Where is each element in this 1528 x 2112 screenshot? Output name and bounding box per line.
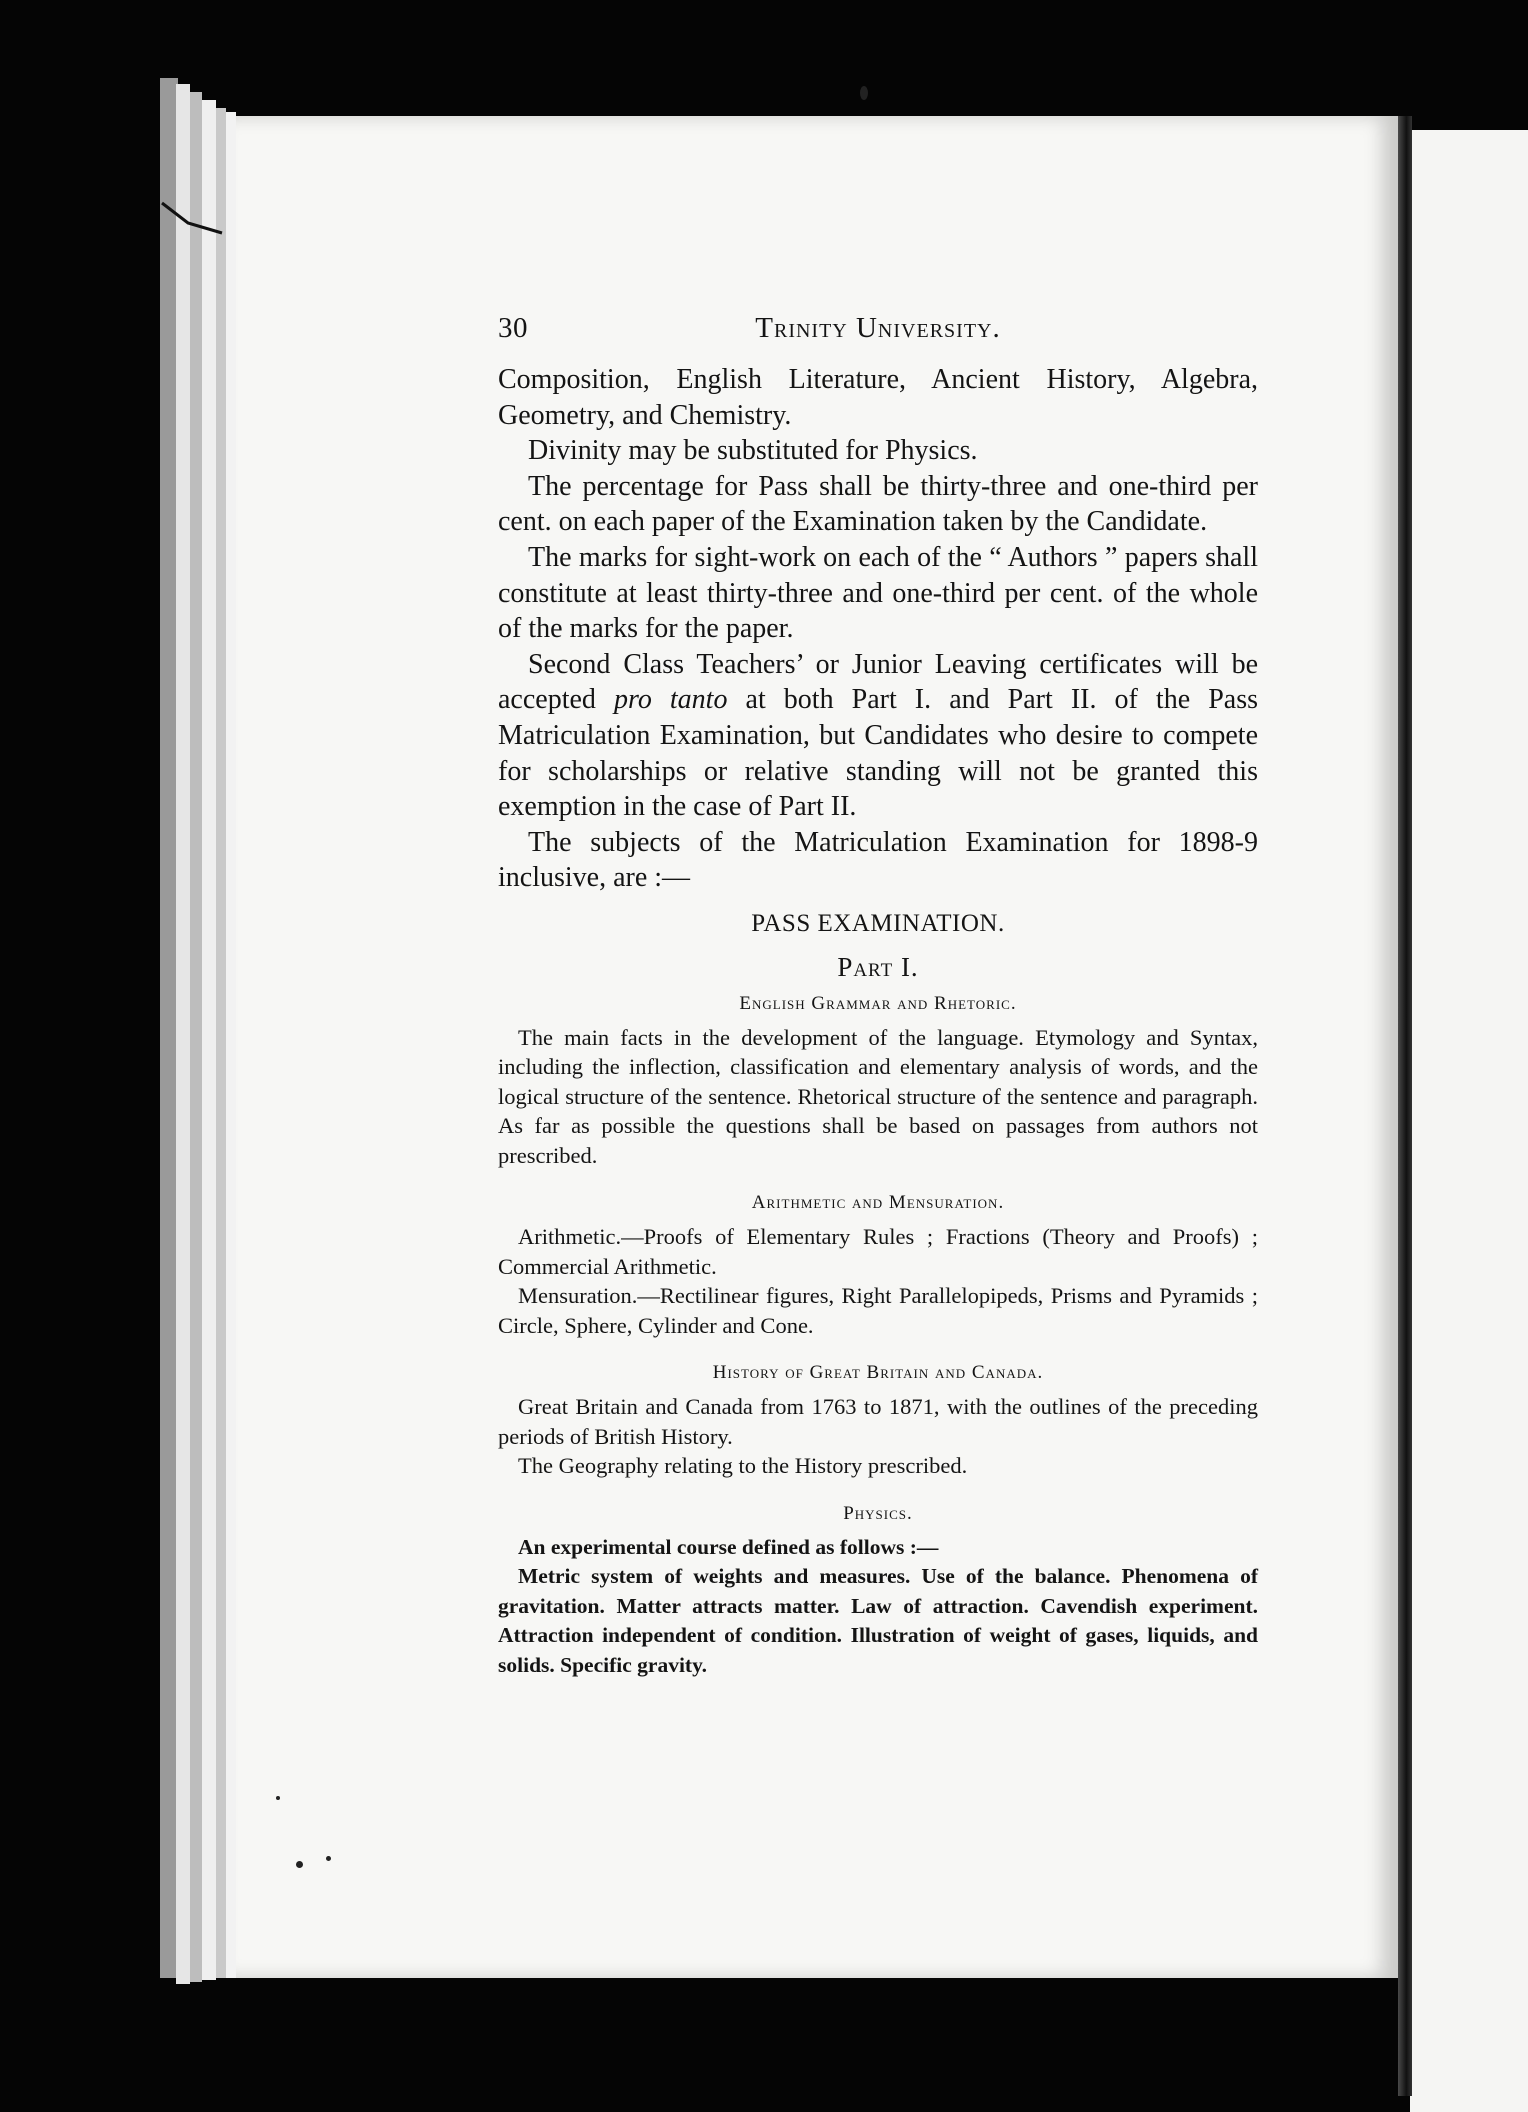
page-body [498,362,1258,1680]
subject-text: Mensuration.—Rectilinear figures, Right Parallelopipeds, Prisms and Pyramids ; Circle, Sphere, Cylinder and Cone. [498,1283,1258,1338]
running-title: Trinity University. [755,312,1001,344]
paragraph: The marks for sight-work on each of the “ Authors ” papers shall constitute at least thirty-three and one-third per cent. of the whole of the marks for the paper. [498,541,1258,645]
paragraph-text: Second Class Teachers’ or Junior Leaving certificates will be accepted [498,648,1258,716]
scan-speck [296,1861,303,1868]
subject-text: Arithmetic.—Proofs of Elementary Rules ; Fractions (Theory and Proofs) ; Commercial Arithmetic. [498,1224,1258,1279]
scan-speck [860,86,868,100]
scan-speck [326,1856,331,1861]
scan-mark [160,195,230,245]
page-edge [216,108,226,1978]
section-title: PASS EXAMINATION. [751,909,1005,937]
page-edge [176,84,190,1984]
subject-text: The main facts in the development of the language. Etymology and Syntax, including the inflection, classification and elementary analysis of words, and the logical structure of the sentence. Rhetorical structure of the sentence and paragraph. As far as possible the questions shall be based on passages from authors not prescribed. [498,1024,1258,1168]
subject-heading: Physics. [843,1502,913,1524]
book-page [236,116,1398,1978]
subject-heading: English Grammar and Rhetoric. [739,992,1017,1014]
subject-text: Metric system of weights and measures. Use of the balance. Phenomena of gravitation. Matter attracts matter. Law of attraction. Cavendish experiment. Attraction independent of condition. Illustration of weight of gases, liquids, and solids. Specific gravity. [498,1564,1258,1677]
subject-heading: History of Great Britain and Canada. [712,1362,1044,1384]
page-edge [202,100,216,1980]
book-gutter [1398,116,1412,2096]
page-edge [226,112,236,1978]
part-title: Part I. [837,951,919,982]
adjacent-page [1410,130,1528,2112]
latin-phrase: pro tanto [613,684,728,716]
page-edge [190,92,202,1982]
subject-text: An experimental course defined as follows :— [518,1534,939,1559]
subject-heading: Arithmetic and Mensuration. [751,1192,1005,1214]
subject-text: Great Britain and Canada from 1763 to 1871, with the outlines of the preceding periods of British History. [498,1394,1258,1449]
paragraph: The percentage for Pass shall be thirty-three and one-third per cent. on each paper of the Examination taken by the Candidate. [498,470,1258,538]
subject-text: The Geography relating to the History prescribed. [518,1453,968,1479]
paragraph [498,647,1258,825]
page-number: 30 [498,312,528,344]
paragraph: Divinity may be substituted for Physics. [528,435,978,467]
paragraph: Composition, English Literature, Ancient History, Algebra, Geometry, and Chemistry. [498,364,1258,431]
paragraph-text: at both Part I. and Part II. of the Pass Matriculation Examination, but Candidates who desire to compete for scholarships or relative standing will not be granted this exemption in the case of Part II. [498,684,1258,823]
scan-speck [276,1796,280,1800]
paragraph: The subjects of the Matriculation Examination for 1898-9 inclusive, are :— [498,826,1258,894]
